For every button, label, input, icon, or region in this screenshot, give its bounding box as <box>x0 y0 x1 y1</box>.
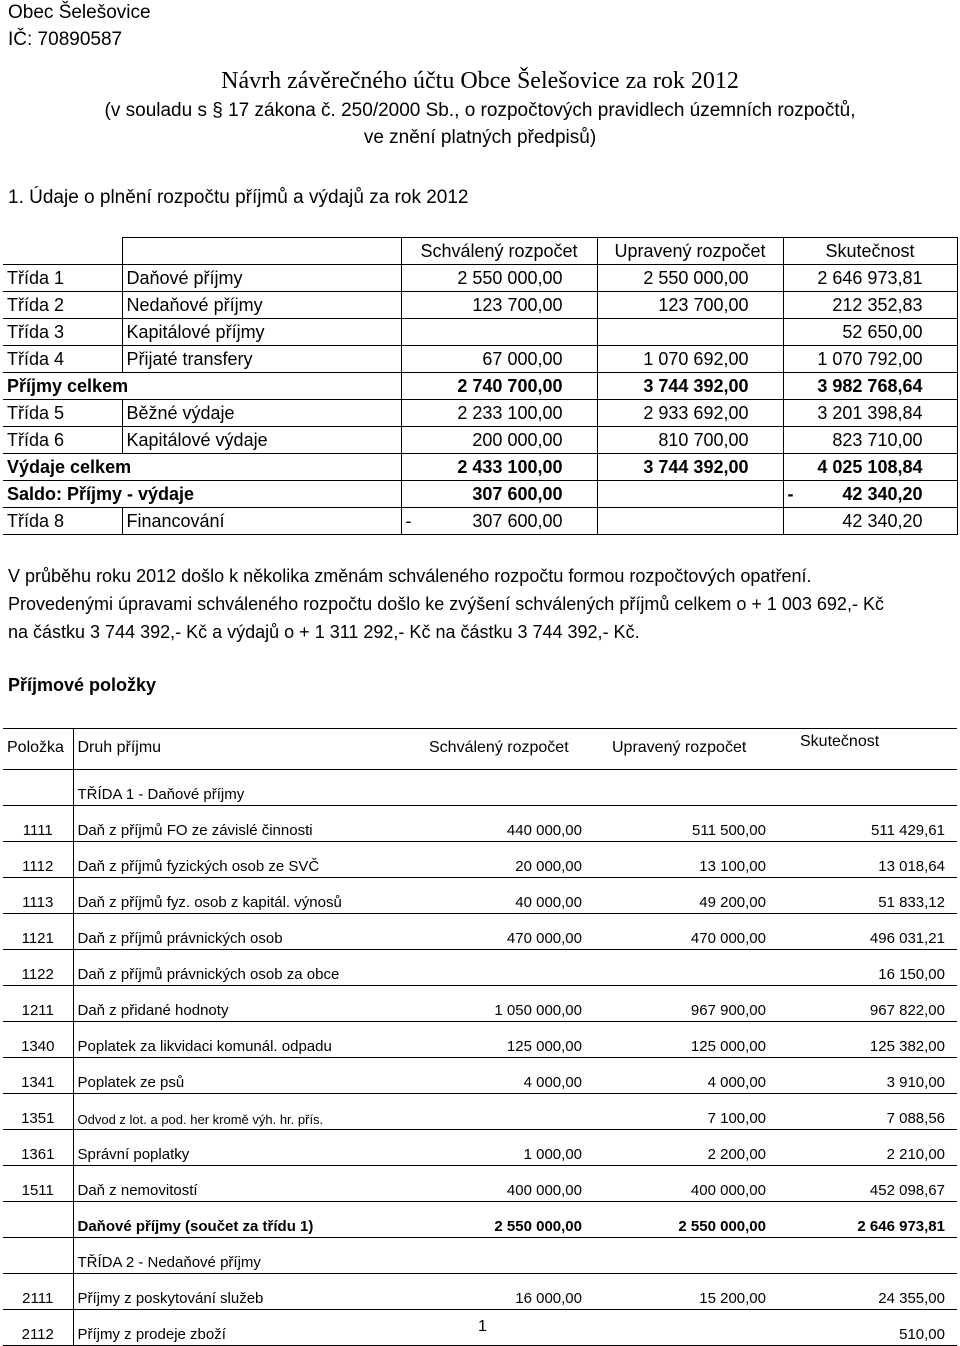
table-row: 1211 Daň z přidané hodnoty 1 050 000,00 967 900,00 967 822,00 <box>3 986 957 1022</box>
summary-row: Třída 8 Financování - 307 600,00 42 340,20 <box>3 508 957 535</box>
col-polozka: Položka <box>3 729 73 770</box>
summary-saldo-row: Saldo: Příjmy - výdaje 307 600,00 - 42 340,20 <box>3 481 957 508</box>
class-total-row: Daňové příjmy (součet za třídu 1) 2 550 000,00 2 550 000,00 2 646 973,81 <box>3 1202 957 1238</box>
document-subtitle-line2: ve znění platných předpisů) <box>363 127 597 148</box>
paragraph-line3: na částku 3 744 392,- Kč a výdajů o + 1 311 292,- Kč na částku 3 744 392,- Kč. <box>8 622 640 642</box>
summary-row: Třída 5 Běžné výdaje 2 233 100,00 2 933 692,00 3 201 398,84 <box>3 400 957 427</box>
table-row: 1121 Daň z příjmů právnických osob 470 000,00 470 000,00 496 031,21 <box>3 914 957 950</box>
minus-sign: - <box>405 510 412 531</box>
col-schvaleny: Schválený rozpočet <box>401 238 597 265</box>
summary-row: Třída 3 Kapitálové příjmy 52 650,00 <box>3 319 957 346</box>
col-skutecnost: Skutečnost <box>778 729 957 770</box>
summary-total-row: Příjmy celkem 2 740 700,00 3 744 392,00 3 982 768,64 <box>3 373 957 400</box>
table-row: 1511 Daň z nemovitostí 400 000,00 400 000,00 452 098,67 <box>3 1166 957 1202</box>
table-row: 1111 Daň z příjmů FO ze závislé činnosti 440 000,00 511 500,00 511 429,61 <box>3 806 957 842</box>
table-row: 1361 Správní poplatky 1 000,00 2 200,00 2 210,00 <box>3 1130 957 1166</box>
class-title-row: TŘÍDA 1 - Daňové příjmy <box>3 770 957 806</box>
table-row: 1122 Daň z příjmů právnických osob za obce 16 150,00 <box>3 950 957 986</box>
table-row: 2112 Příjmy z prodeje zboží 510,00 <box>3 1310 957 1346</box>
table-row: 1113 Daň z příjmů fyz. osob z kapitál. výnosů 40 000,00 49 200,00 51 833,12 <box>3 878 957 914</box>
table-row: 1112 Daň z příjmů fyzických osob ze SVČ 20 000,00 13 100,00 13 018,64 <box>3 842 957 878</box>
col-skutecnost: Skutečnost <box>783 238 957 265</box>
minus-sign: - <box>787 483 794 504</box>
document-title: Návrh závěrečného účtu Obce Šelešovice za rok 2012 <box>221 68 739 94</box>
summary-total-row: Výdaje celkem 2 433 100,00 3 744 392,00 4 025 108,84 <box>3 454 957 481</box>
income-items-table <box>3 728 957 1346</box>
col-upraveny: Upravený rozpočet <box>597 238 783 265</box>
paragraph-line1: V průběhu roku 2012 došlo k několika změnám schváleného rozpočtu formou rozpočtových opatření. <box>8 566 812 586</box>
document-subtitle-line1: (v souladu s § 17 zákona č. 250/2000 Sb., o rozpočtových pravidlech územních rozpočtů, <box>104 100 856 121</box>
col-druh: Druh příjmu <box>73 729 411 770</box>
table-row: 1351 Odvod z lot. a pod. her kromě výh. hr. přís. 7 100,00 7 088,56 <box>3 1094 957 1130</box>
summary-row: Třída 6 Kapitálové výdaje 200 000,00 810 700,00 823 710,00 <box>3 427 957 454</box>
section1-title: 1. Údaje o plnění rozpočtu příjmů a výdajů za rok 2012 <box>8 187 469 208</box>
table-row: 1340 Poplatek za likvidaci komunál. odpadu 125 000,00 125 000,00 125 382,00 <box>3 1022 957 1058</box>
municipality-name: Obec Šelešovice <box>8 2 151 23</box>
company-id: IČ: 70890587 <box>8 29 123 50</box>
income-items-title: Příjmové položky <box>8 675 157 695</box>
page-number: 1 <box>478 1318 487 1335</box>
col-upraveny: Upravený rozpočet <box>594 729 778 770</box>
col-schvaleny: Schválený rozpočet <box>411 729 594 770</box>
budget-summary-table <box>3 237 958 535</box>
summary-header-row <box>3 238 957 265</box>
income-header-row <box>3 729 957 770</box>
paragraph-line2: Provedenými úpravami schváleného rozpočtu došlo ke zvýšení schválených příjmů celkem o + 1 003 692,- Kč <box>8 594 884 614</box>
table-row: 2111 Příjmy z poskytování služeb 16 000,00 15 200,00 24 355,00 <box>3 1274 957 1310</box>
table-row: 1341 Poplatek ze psů 4 000,00 4 000,00 3 910,00 <box>3 1058 957 1094</box>
class-title-row: TŘÍDA 2 - Nedaňové příjmy <box>3 1238 957 1274</box>
summary-row: Třída 2 Nedaňové příjmy 123 700,00 123 700,00 212 352,83 <box>3 292 957 319</box>
summary-row: Třída 4 Přijaté transfery 67 000,00 1 070 692,00 1 070 792,00 <box>3 346 957 373</box>
summary-row: Třída 1 Daňové příjmy 2 550 000,00 2 550 000,00 2 646 973,81 <box>3 265 957 292</box>
